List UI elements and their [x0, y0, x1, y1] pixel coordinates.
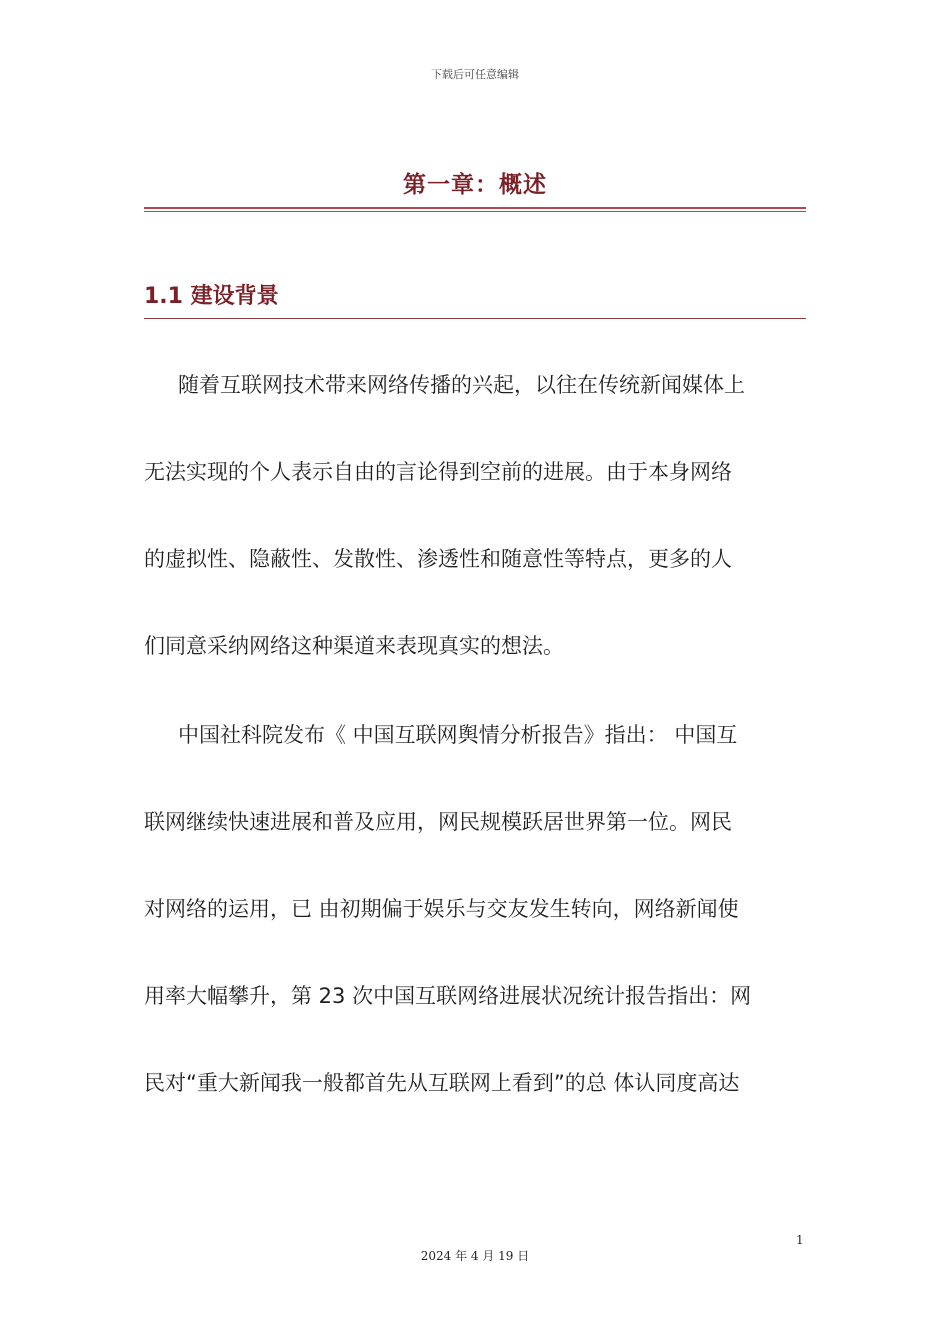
paragraph-line: 无法实现的个人表示自由的言论得到空前的进展。由于本身网络: [144, 460, 732, 484]
chapter-divider-thin: [144, 211, 806, 212]
section-divider: [144, 318, 806, 319]
paragraph-line: 们同意采纳网络这种渠道来表现真实的想法。: [144, 634, 564, 658]
section-title: 1.1 建设背景: [144, 284, 279, 309]
paragraph-line: 对网络的运用，已 由初期偏于娱乐与交友发生转向，网络新闻使: [144, 897, 739, 921]
page-number: 1: [796, 1233, 804, 1247]
chapter-divider-thick: [144, 207, 806, 209]
paragraph-line: 民对“重大新闻我一般都首先从互联网上看到”的总 体认同度高达: [144, 1071, 740, 1095]
paragraph-line: 联网继续快速进展和普及应用，网民规模跃居世界第一位。网民: [144, 810, 732, 834]
paragraph-line: 用率大幅攀升，第 23 次中国互联网络进展状况统计报告指出：网: [144, 984, 752, 1008]
paragraph-line: 随着互联网技术带来网络传播的兴起，以往在传统新闻媒体上: [178, 373, 745, 397]
footer-date: 2024 年 4 月 19 日: [420, 1249, 530, 1263]
paragraph-line: 的虚拟性、隐蔽性、发散性、渗透性和随意性等特点，更多的人: [144, 547, 732, 571]
paragraph-line: 中国社科院发布《 中国互联网舆情分析报告》指出： 中国互: [178, 723, 738, 747]
header-note: 下载后可任意编辑: [431, 68, 519, 81]
chapter-title: 第一章：概述: [403, 172, 547, 198]
